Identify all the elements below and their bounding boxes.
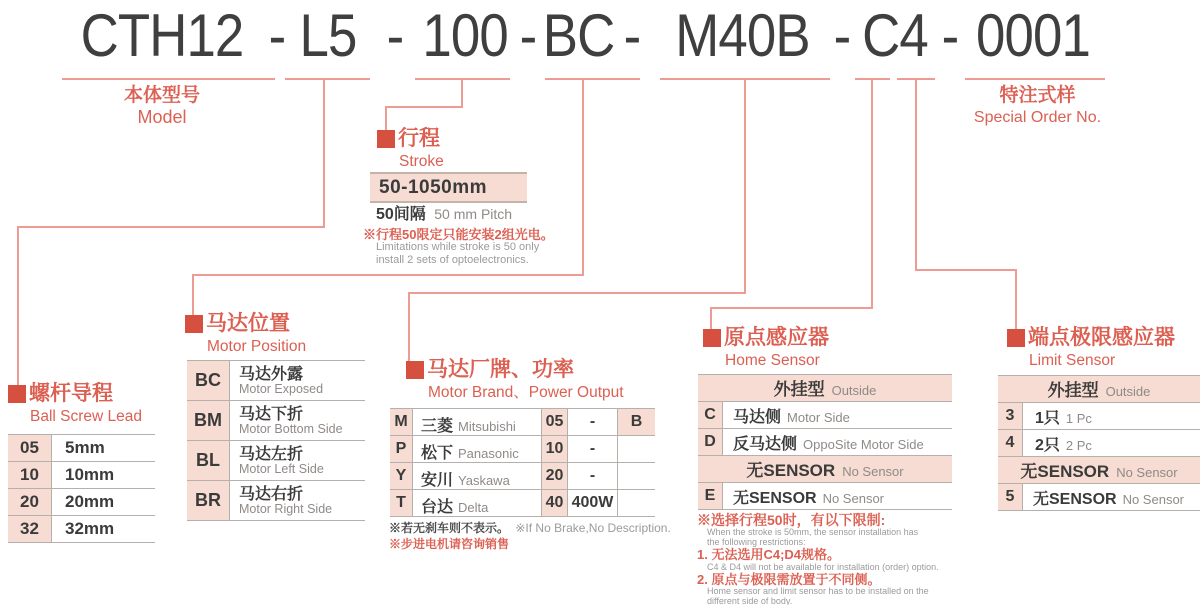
position-en: Motor Right Side — [239, 501, 333, 516]
position-en: Motor Left Side — [239, 461, 324, 476]
sensor-en: No Sensor — [822, 490, 884, 506]
table-row — [8, 435, 155, 462]
power-code: 10 — [542, 436, 568, 462]
power-code: 05 — [542, 409, 568, 435]
sensor-zh: 无SENSOR — [733, 489, 817, 507]
table-row — [998, 430, 1200, 457]
table-group-row — [998, 376, 1200, 403]
power-code: 20 — [542, 463, 568, 489]
lead-value: 20mm — [65, 492, 115, 511]
lead-value: 5mm — [65, 438, 105, 457]
power-code: 40 — [542, 490, 568, 516]
sensor-code: 4 — [998, 430, 1023, 456]
lead-code: 32 — [8, 516, 52, 542]
sensor-en: No Sensor — [1122, 491, 1184, 507]
title-segment-sensor-codes: C4 — [862, 2, 928, 69]
table-row — [8, 462, 155, 489]
position-zh: 马达下折 — [239, 405, 304, 423]
stroke-heading-zh: 行程 — [398, 127, 440, 150]
sensor-code: E — [698, 483, 723, 509]
title-segment-motor-position: BC — [542, 2, 615, 69]
brand-zh: 安川 — [421, 472, 454, 489]
brand-code: Y — [390, 463, 413, 489]
connector-line — [915, 269, 1017, 271]
connector-line — [17, 226, 19, 385]
table-group-row — [698, 456, 952, 483]
brand-en: Mitsubishi — [458, 419, 516, 434]
brand-zh: 三菱 — [421, 418, 454, 435]
brand-code: P — [390, 436, 413, 462]
group-label-en: No Sensor — [1116, 465, 1178, 480]
motor-brand-heading-zh: 马达厂牌、功率 — [427, 358, 574, 381]
motor-brand-note1: ※若无刹车则不表示。 ※If No Brake,No Description. — [389, 521, 671, 535]
model-label-zh: 本体型号 — [123, 85, 200, 106]
sensor-code: 5 — [998, 484, 1023, 510]
brake-code: B — [618, 409, 655, 435]
lead-value: 10mm — [65, 465, 115, 484]
ball-screw-table — [8, 434, 155, 543]
stroke-pitch-en: 50 mm Pitch — [434, 206, 513, 222]
sensor-code: 3 — [998, 403, 1023, 429]
motor-brand-section-header — [406, 359, 624, 401]
stroke-note-en: Limitations while stroke is 50 only install 2 sets of optoelectronics. — [376, 241, 540, 266]
position-zh: 马达右折 — [239, 485, 304, 503]
table-row — [187, 361, 365, 401]
sensor-en: OppoSite Motor Side — [803, 436, 924, 452]
home-sensor-table — [698, 374, 952, 510]
position-en: Motor Exposed — [239, 381, 324, 396]
brand-zh: 台达 — [421, 499, 454, 516]
ball-screw-heading-zh: 螺杆导程 — [29, 382, 113, 405]
table-row — [8, 489, 155, 516]
table-row — [698, 483, 952, 510]
connector-line — [871, 78, 873, 309]
connector-line — [408, 292, 410, 361]
position-code: BL — [187, 441, 230, 480]
limit-sensor-heading-zh: 端点极限感应器 — [1028, 326, 1175, 349]
brand-code: T — [390, 490, 413, 516]
position-code: BR — [187, 481, 230, 520]
special-order-label — [945, 85, 1130, 128]
sensor-zh: 反马达侧 — [733, 435, 798, 453]
lead-code: 20 — [8, 489, 52, 515]
title-segment-lead: L5 — [299, 2, 357, 69]
underline-lead — [285, 78, 370, 80]
brand-zh: 松下 — [421, 445, 454, 462]
table-row — [390, 463, 655, 490]
title-dash: - — [386, 2, 404, 69]
red-square-icon — [703, 329, 721, 347]
model-label-en: Model — [137, 107, 187, 127]
motor-position-heading-zh: 马达位置 — [206, 312, 290, 335]
group-label-zh: 无SENSOR — [746, 461, 836, 480]
brand-en: Delta — [458, 500, 489, 515]
connector-line — [710, 307, 873, 309]
position-en: Motor Bottom Side — [239, 421, 343, 436]
sensor-en: Motor Side — [787, 409, 850, 425]
red-square-icon — [1007, 329, 1025, 347]
sensor-zh: 马达侧 — [733, 408, 782, 426]
limit-sensor-heading-en: Limit Sensor — [1029, 352, 1116, 369]
special-order-label-zh: 特注式样 — [999, 85, 1076, 106]
title-dash: - — [268, 2, 286, 69]
motor-brand-table — [390, 408, 655, 517]
red-square-icon — [406, 361, 424, 379]
connector-line — [323, 78, 325, 228]
limit-sensor-section-header — [1007, 327, 1175, 369]
table-row — [187, 441, 365, 481]
table-row — [998, 403, 1200, 430]
underline-model — [62, 78, 275, 80]
table-row — [390, 436, 655, 463]
power-value: 400W — [568, 490, 618, 516]
sensor-en: 2 Pc — [1065, 437, 1092, 453]
position-zh: 马达外露 — [239, 365, 304, 383]
lead-code: 10 — [8, 462, 52, 488]
table-row — [8, 516, 155, 543]
sensor-en: 1 Pc — [1065, 410, 1092, 426]
sensor-code: C — [698, 402, 723, 428]
group-label-en: Outside — [1105, 384, 1151, 399]
connector-line — [385, 106, 463, 108]
position-code: BM — [187, 401, 230, 440]
ball-screw-heading-en: Ball Screw Lead — [30, 408, 143, 425]
red-square-icon — [185, 315, 203, 333]
connector-line — [710, 307, 712, 329]
connector-line — [17, 226, 325, 228]
table-row — [390, 490, 655, 517]
home-sensor-restriction-note: ※选择行程50时，有以下限制: When the stroke is 50mm, the sensor installation has the following restrictions: 1. 无法选用C4;D4规格。 C4 & D4 will not be available for installation (order) option. 2. 原点与极限需放置于不同侧。 Home sensor and limit sensor has to be installed on the different side of body. — [697, 512, 939, 605]
connector-line — [461, 78, 463, 108]
connector-line — [408, 292, 746, 294]
model-label — [82, 85, 242, 128]
title-dash: - — [941, 2, 959, 69]
table-row — [187, 481, 365, 521]
sensor-zh: 1只 — [1035, 409, 1060, 427]
position-code: BC — [187, 361, 230, 400]
motor-position-table — [187, 360, 365, 521]
table-row — [390, 409, 655, 436]
home-sensor-heading-zh: 原点感应器 — [724, 326, 829, 349]
connector-line — [915, 78, 917, 271]
special-order-label-en: Special Order No. — [973, 109, 1102, 126]
title-segment-stroke: 100 — [422, 2, 508, 69]
group-label-zh: 无SENSOR — [1020, 462, 1110, 481]
limit-sensor-table — [998, 375, 1200, 511]
red-square-icon — [377, 130, 395, 148]
lead-value: 32mm — [65, 519, 115, 538]
group-label-zh: 外挂型 — [773, 380, 825, 399]
ball-screw-section-header — [8, 383, 142, 425]
group-label-en: No Sensor — [842, 464, 904, 479]
position-zh: 马达左折 — [239, 445, 304, 463]
home-sensor-heading-en: Home Sensor — [725, 352, 820, 369]
stroke-section-header — [377, 128, 444, 170]
connector-line — [192, 274, 584, 276]
stroke-pitch — [376, 201, 512, 224]
motor-position-heading-en: Motor Position — [207, 338, 307, 355]
brand-en: Panasonic — [458, 446, 519, 461]
title-dash: - — [833, 2, 851, 69]
sensor-zh: 无SENSOR — [1033, 490, 1117, 508]
group-label-en: Outside — [831, 383, 877, 398]
sensor-code: D — [698, 429, 723, 455]
connector-line — [582, 78, 584, 276]
red-square-icon — [8, 385, 26, 403]
motor-brand-note2: ※步进电机请咨询销售 — [389, 537, 510, 551]
power-value: - — [568, 436, 618, 462]
connector-line — [744, 78, 746, 294]
brand-code: M — [390, 409, 413, 435]
table-group-row — [998, 457, 1200, 484]
brand-en: Yaskawa — [458, 473, 510, 488]
table-row — [187, 401, 365, 441]
motor-position-section-header — [185, 313, 306, 355]
underline-special-order — [965, 78, 1105, 80]
lead-code: 05 — [8, 435, 52, 461]
table-row — [698, 429, 952, 456]
connector-line — [192, 274, 194, 315]
stroke-pitch-zh: 50间隔 — [376, 206, 426, 223]
home-sensor-section-header — [703, 327, 829, 369]
stroke-range-box — [370, 172, 527, 203]
table-row — [698, 402, 952, 429]
underline-motor-position — [545, 78, 640, 80]
power-value: - — [568, 409, 618, 435]
group-label-zh: 外挂型 — [1047, 381, 1099, 400]
motor-brand-heading-en: Motor Brand、Power Output — [428, 384, 624, 401]
title-dash: - — [623, 2, 641, 69]
connector-line — [1015, 269, 1017, 329]
connector-line — [385, 106, 387, 130]
title-segment-motor-brand: M40B — [675, 2, 810, 69]
table-row — [998, 484, 1200, 511]
title-dash: - — [519, 2, 537, 69]
title-segment-model: CTH12 — [80, 2, 244, 69]
sensor-zh: 2只 — [1035, 436, 1060, 454]
stroke-range-value: 50-1050mm — [379, 176, 488, 198]
table-group-row — [698, 375, 952, 402]
title-segment-special-order: 0001 — [976, 2, 1090, 69]
power-value: - — [568, 463, 618, 489]
stroke-note-zh: ※行程50限定只能安装2组光电。 — [363, 227, 554, 242]
stroke-heading-en: Stroke — [399, 153, 444, 170]
